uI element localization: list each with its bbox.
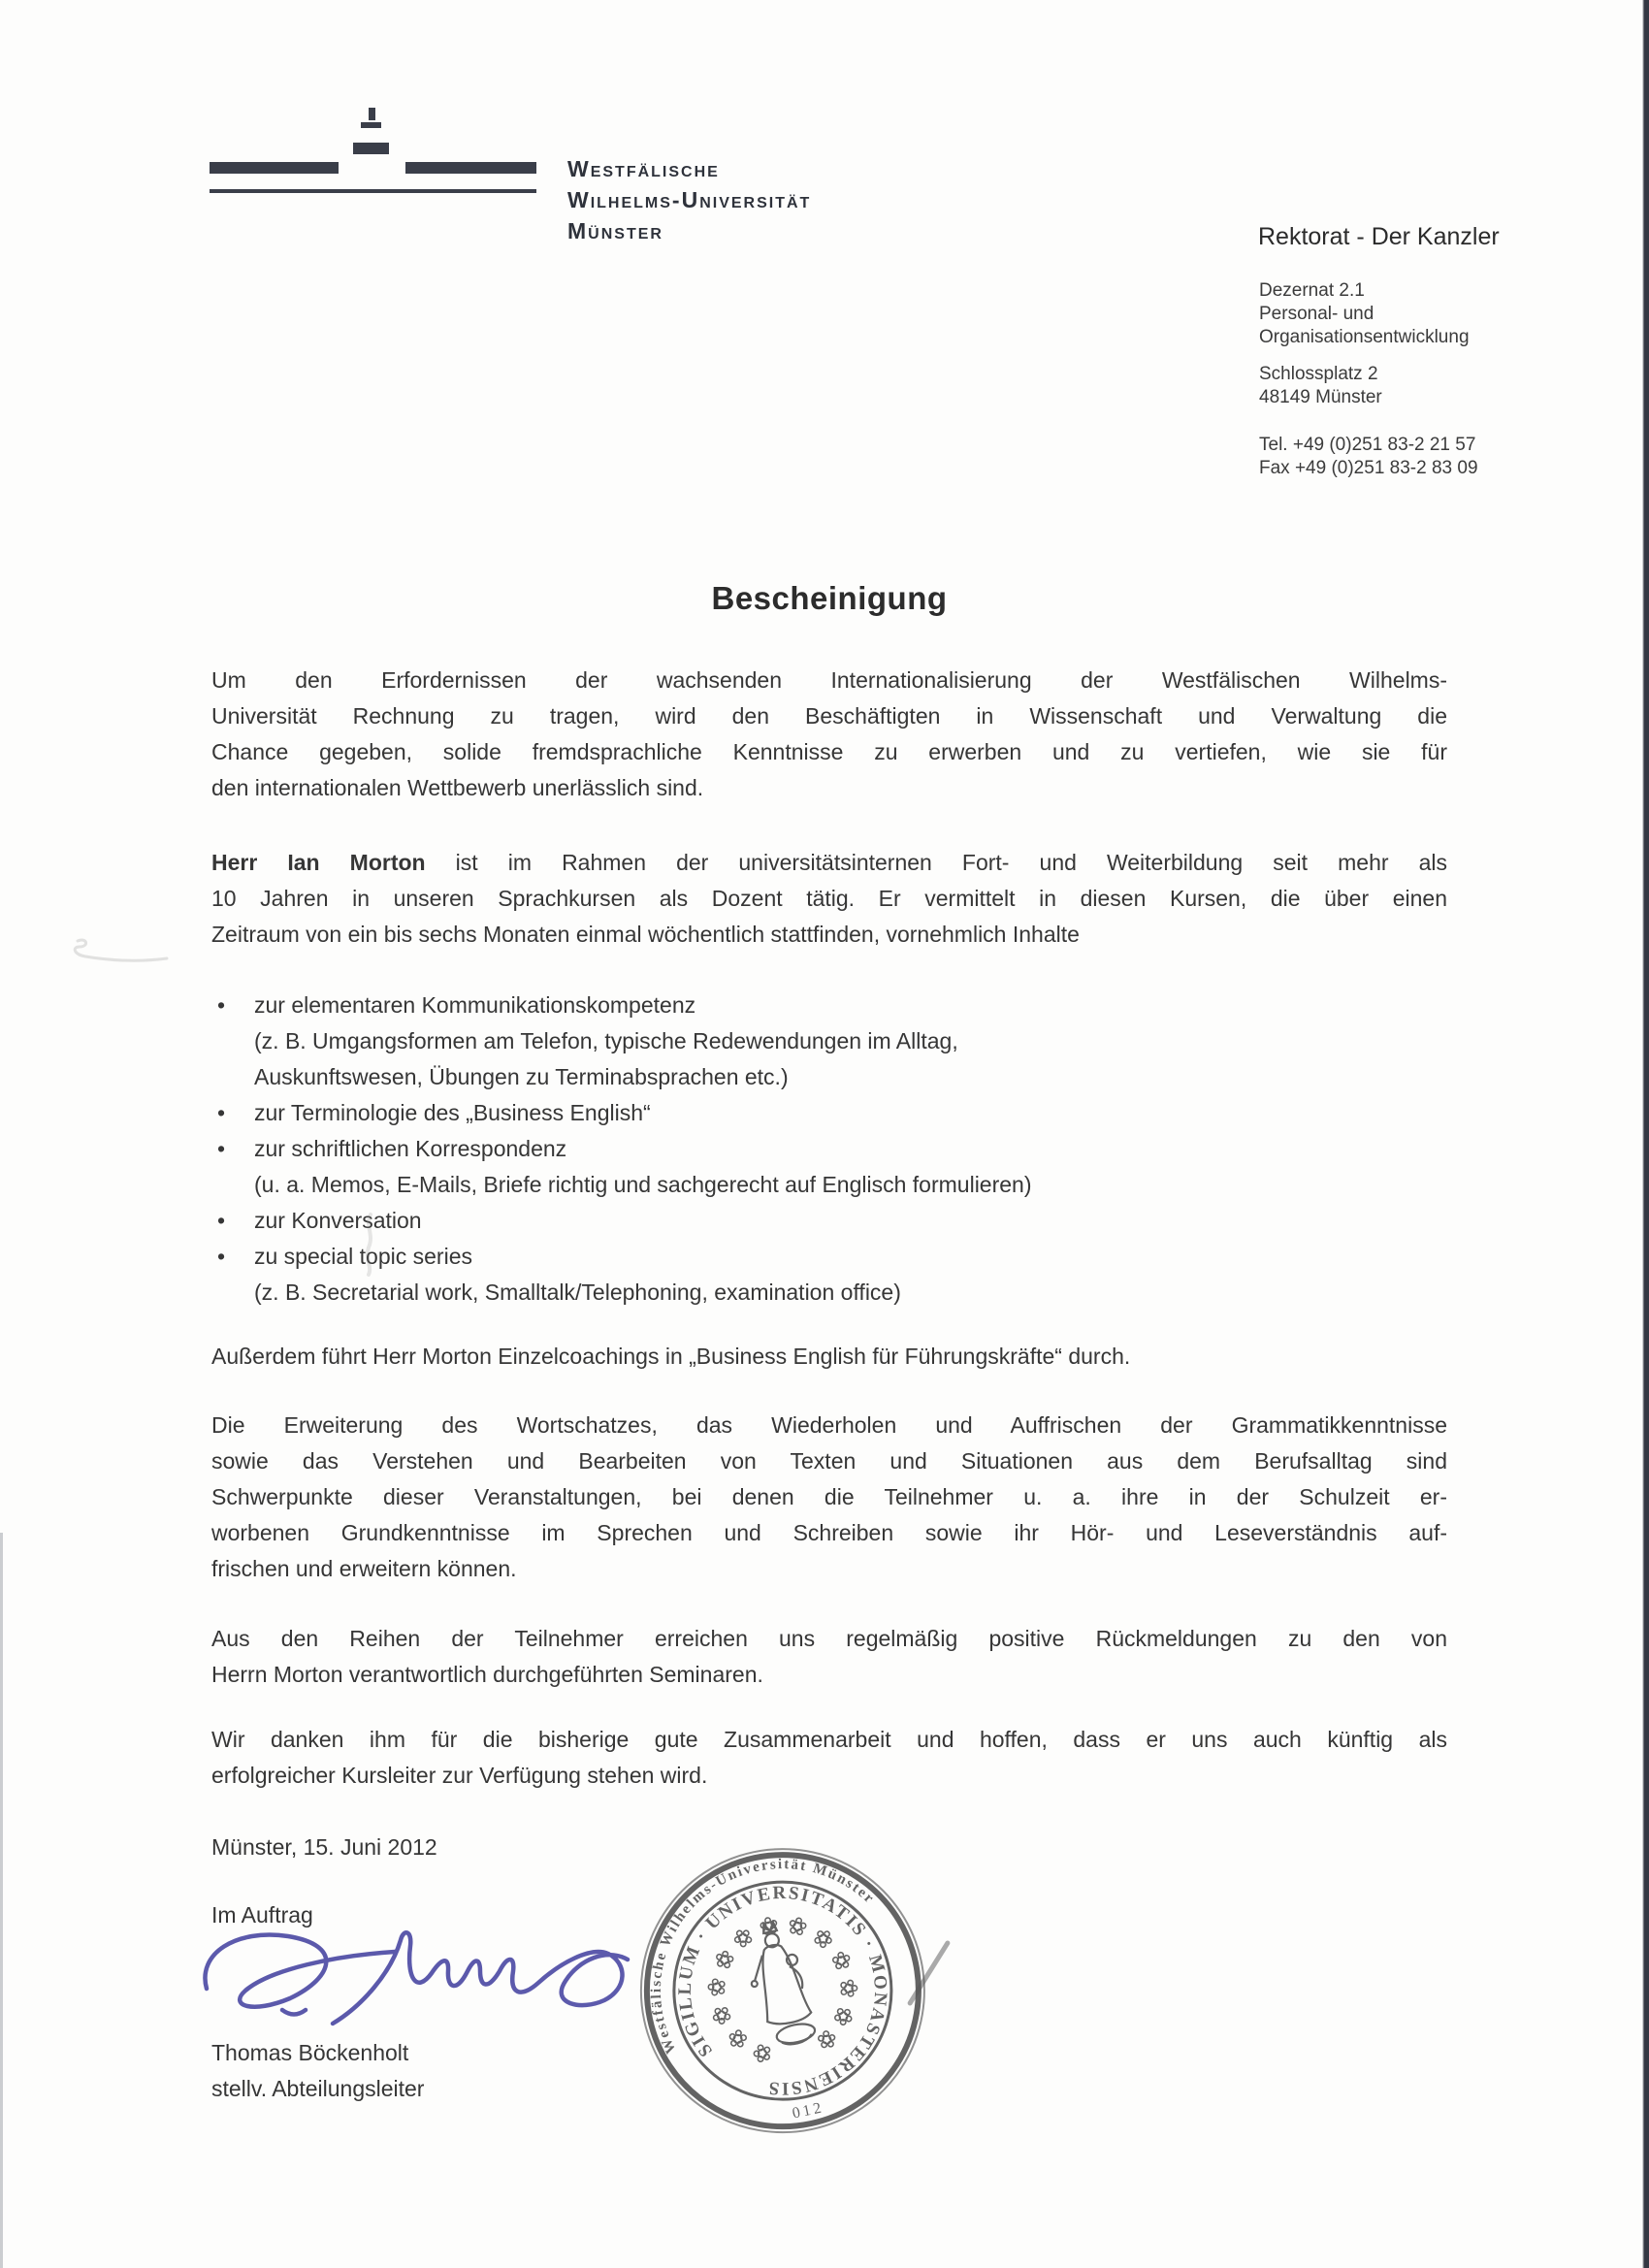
bullet-text: zur schriftlichen Korrespondenz [254, 1136, 567, 1161]
paragraph-6 [211, 1722, 1447, 1794]
document-title: Bescheinigung [711, 580, 948, 616]
seal-number: 012 [791, 2099, 826, 2122]
scan-edge-left [0, 1533, 3, 2268]
bullet-item [211, 1275, 1447, 1311]
paragraph-2 [211, 845, 1447, 953]
bullet-item [211, 1059, 1447, 1095]
tel-line: Tel. +49 (0)251 83-2 21 57 [1259, 435, 1476, 455]
address-line: Schlossplatz 2 [1259, 364, 1378, 384]
paragraph-line: worbenen Grundkenntnisse im Sprechen und Schreiben sowie ihr Hör- und Leseverständnis auf- [211, 1520, 1447, 1545]
paragraph-line: erfolgreicher Kursleiter zur Verfügung stehen wird. [211, 1763, 708, 1788]
department-line: Personal- und [1259, 304, 1374, 324]
handwritten-signature [189, 1913, 645, 2054]
logo-bar-left [210, 162, 339, 174]
bullet-item [211, 1131, 1447, 1167]
paragraph-line: sowie das Verstehen und Bearbeiten von Texten und Situationen aus dem Berufsalltag sind [211, 1448, 1447, 1474]
paragraph-line-rest: ist im Rahmen der universitätsinternen Fort- und Weiterbildung seit mehr als [425, 850, 1447, 875]
signature-scrawl-right [333, 1932, 628, 2024]
bullet-text: (u. a. Memos, E-Mails, Briefe richtig und sachgerecht auf Englisch formulieren) [254, 1172, 1032, 1197]
seal-inner-text: SIGILLUM · UNIVERSITATIS · MONASTERIENSIS [674, 1882, 891, 2099]
phone-block [1259, 434, 1478, 480]
bullet-text: zur Konversation [254, 1208, 422, 1233]
place-date: Münster, 15. Juni 2012 [211, 1834, 437, 1860]
paragraph-1 [211, 663, 1447, 806]
bullet-marker: • [217, 1100, 226, 1125]
bullet-text: Auskunftswesen, Übungen zu Terminabsprachen etc.) [254, 1064, 789, 1089]
person-name-bold: Herr Ian Morton [211, 850, 426, 875]
signature-flick [282, 2010, 306, 2015]
paragraph-line: Zeitraum von ein bis sechs Monaten einmal wöchentlich stattfinden, vornehmlich Inhalte [211, 922, 1080, 947]
bullet-item [211, 1167, 1447, 1203]
university-name-line1: Westfälische [567, 156, 720, 181]
paragraph-line: Wir danken ihm für die bisherige gute Zusammenarbeit und hoffen, dass er uns auch künftig als [211, 1727, 1447, 1752]
bullet-item [211, 1095, 1447, 1131]
fax-line: Fax +49 (0)251 83-2 83 09 [1259, 458, 1478, 478]
bullet-item [211, 988, 1447, 1023]
university-name-line2: Wilhelms-Universität [567, 187, 812, 212]
paragraph-4 [211, 1408, 1447, 1587]
logo-bar-right [405, 162, 536, 174]
university-name-line3: Münster [567, 218, 663, 243]
bullet-item [211, 1239, 1447, 1275]
signer-title: stellv. Abteilungsleiter [211, 2076, 425, 2101]
bullet-text: zur elementaren Kommunikationskompetenz [254, 992, 696, 1018]
bullet-marker: • [217, 992, 226, 1018]
gray-smudge-list [359, 1211, 382, 1279]
bullet-text: zur Terminologie des „Business English“ [254, 1100, 651, 1125]
scan-edge-right [1642, 0, 1649, 2268]
bullet-list [211, 988, 1447, 1311]
paragraph-line: Schwerpunkte dieser Veranstaltungen, bei denen die Teilnehmer u. a. ihre in der Schulzeit er- [211, 1484, 1447, 1509]
address-block [1259, 363, 1382, 409]
university-wordmark [567, 153, 811, 246]
address-line: 48149 Münster [1259, 387, 1382, 407]
bullet-marker: • [217, 1208, 226, 1233]
logo-bar-mid [353, 143, 389, 154]
seal-outer-ring [622, 1830, 944, 2152]
bullet-marker: • [217, 1136, 226, 1161]
paragraph-line: Die Erweiterung des Wortschatzes, das Wiederholen und Auffrischen der Grammatikkenntnisse [211, 1412, 1447, 1438]
paragraph-5 [211, 1621, 1447, 1693]
seal-outer-text: Westfälische Wilhelms-Universität Münster [648, 1857, 878, 2057]
paragraph-line: Um den Erfordernissen der wachsenden Internationalisierung der Westfälischen Wilhelms- [211, 667, 1447, 693]
im-auftrag: Im Auftrag [211, 1902, 313, 1928]
bullet-marker: • [217, 1244, 226, 1269]
bullet-item [211, 1203, 1447, 1239]
department-block [1259, 279, 1470, 349]
signature-strokes [189, 1913, 645, 2054]
paragraph-line: Universität Rechnung zu tragen, wird den Beschäftigten in Wissenschaft und Verwaltung die [211, 703, 1447, 729]
seal-graphic [602, 1810, 965, 2173]
paragraph-line: Herrn Morton verantwortlich durchgeführten Seminaren. [211, 1662, 763, 1687]
paragraph-line: 10 Jahren in unseren Sprachkursen als Dozent tätig. Er vermittelt in diesen Kursen, die über einen [211, 886, 1447, 911]
bullet-item [211, 1023, 1447, 1059]
logo-baseline [210, 189, 536, 193]
pencil-smudge-margin [60, 933, 177, 972]
university-seal-stamp [602, 1810, 965, 2173]
paragraph-line: Aus den Reihen der Teilnehmer erreichen uns regelmäßig positive Rückmeldungen zu den von [211, 1626, 1447, 1651]
logo-bar-small [361, 122, 381, 128]
bullet-text: (z. B. Secretarial work, Smalltalk/Telephoning, examination office) [254, 1280, 901, 1305]
office-title: Rektorat - Der Kanzler [1258, 223, 1500, 250]
signer-block [211, 2035, 424, 2107]
bullet-text: (z. B. Umgangsformen am Telefon, typische Redewendungen im Alltag, [254, 1028, 958, 1053]
paragraph-3 [211, 1339, 1447, 1375]
signer-name: Thomas Böckenholt [211, 2040, 409, 2065]
paragraph-line [211, 845, 1447, 881]
department-line: Organisationsentwicklung [1259, 327, 1470, 347]
paragraph-line: Chance gegeben, solide fremdsprachliche Kenntnisse zu erwerben und zu vertiefen, wie sie für [211, 739, 1447, 764]
paragraph-line: Außerdem führt Herr Morton Einzelcoachings in „Business English für Führungskräfte“ durch. [211, 1344, 1131, 1369]
paragraph-line: den internationalen Wettbewerb unerlässlich sind. [211, 775, 704, 800]
paragraph-line: frischen und erweitern können. [211, 1556, 517, 1581]
bullet-text: zu special topic series [254, 1244, 472, 1269]
seal-outer-circle [615, 1823, 951, 2158]
logo-bar-top [369, 108, 375, 120]
department-line: Dezernat 2.1 [1259, 280, 1365, 301]
